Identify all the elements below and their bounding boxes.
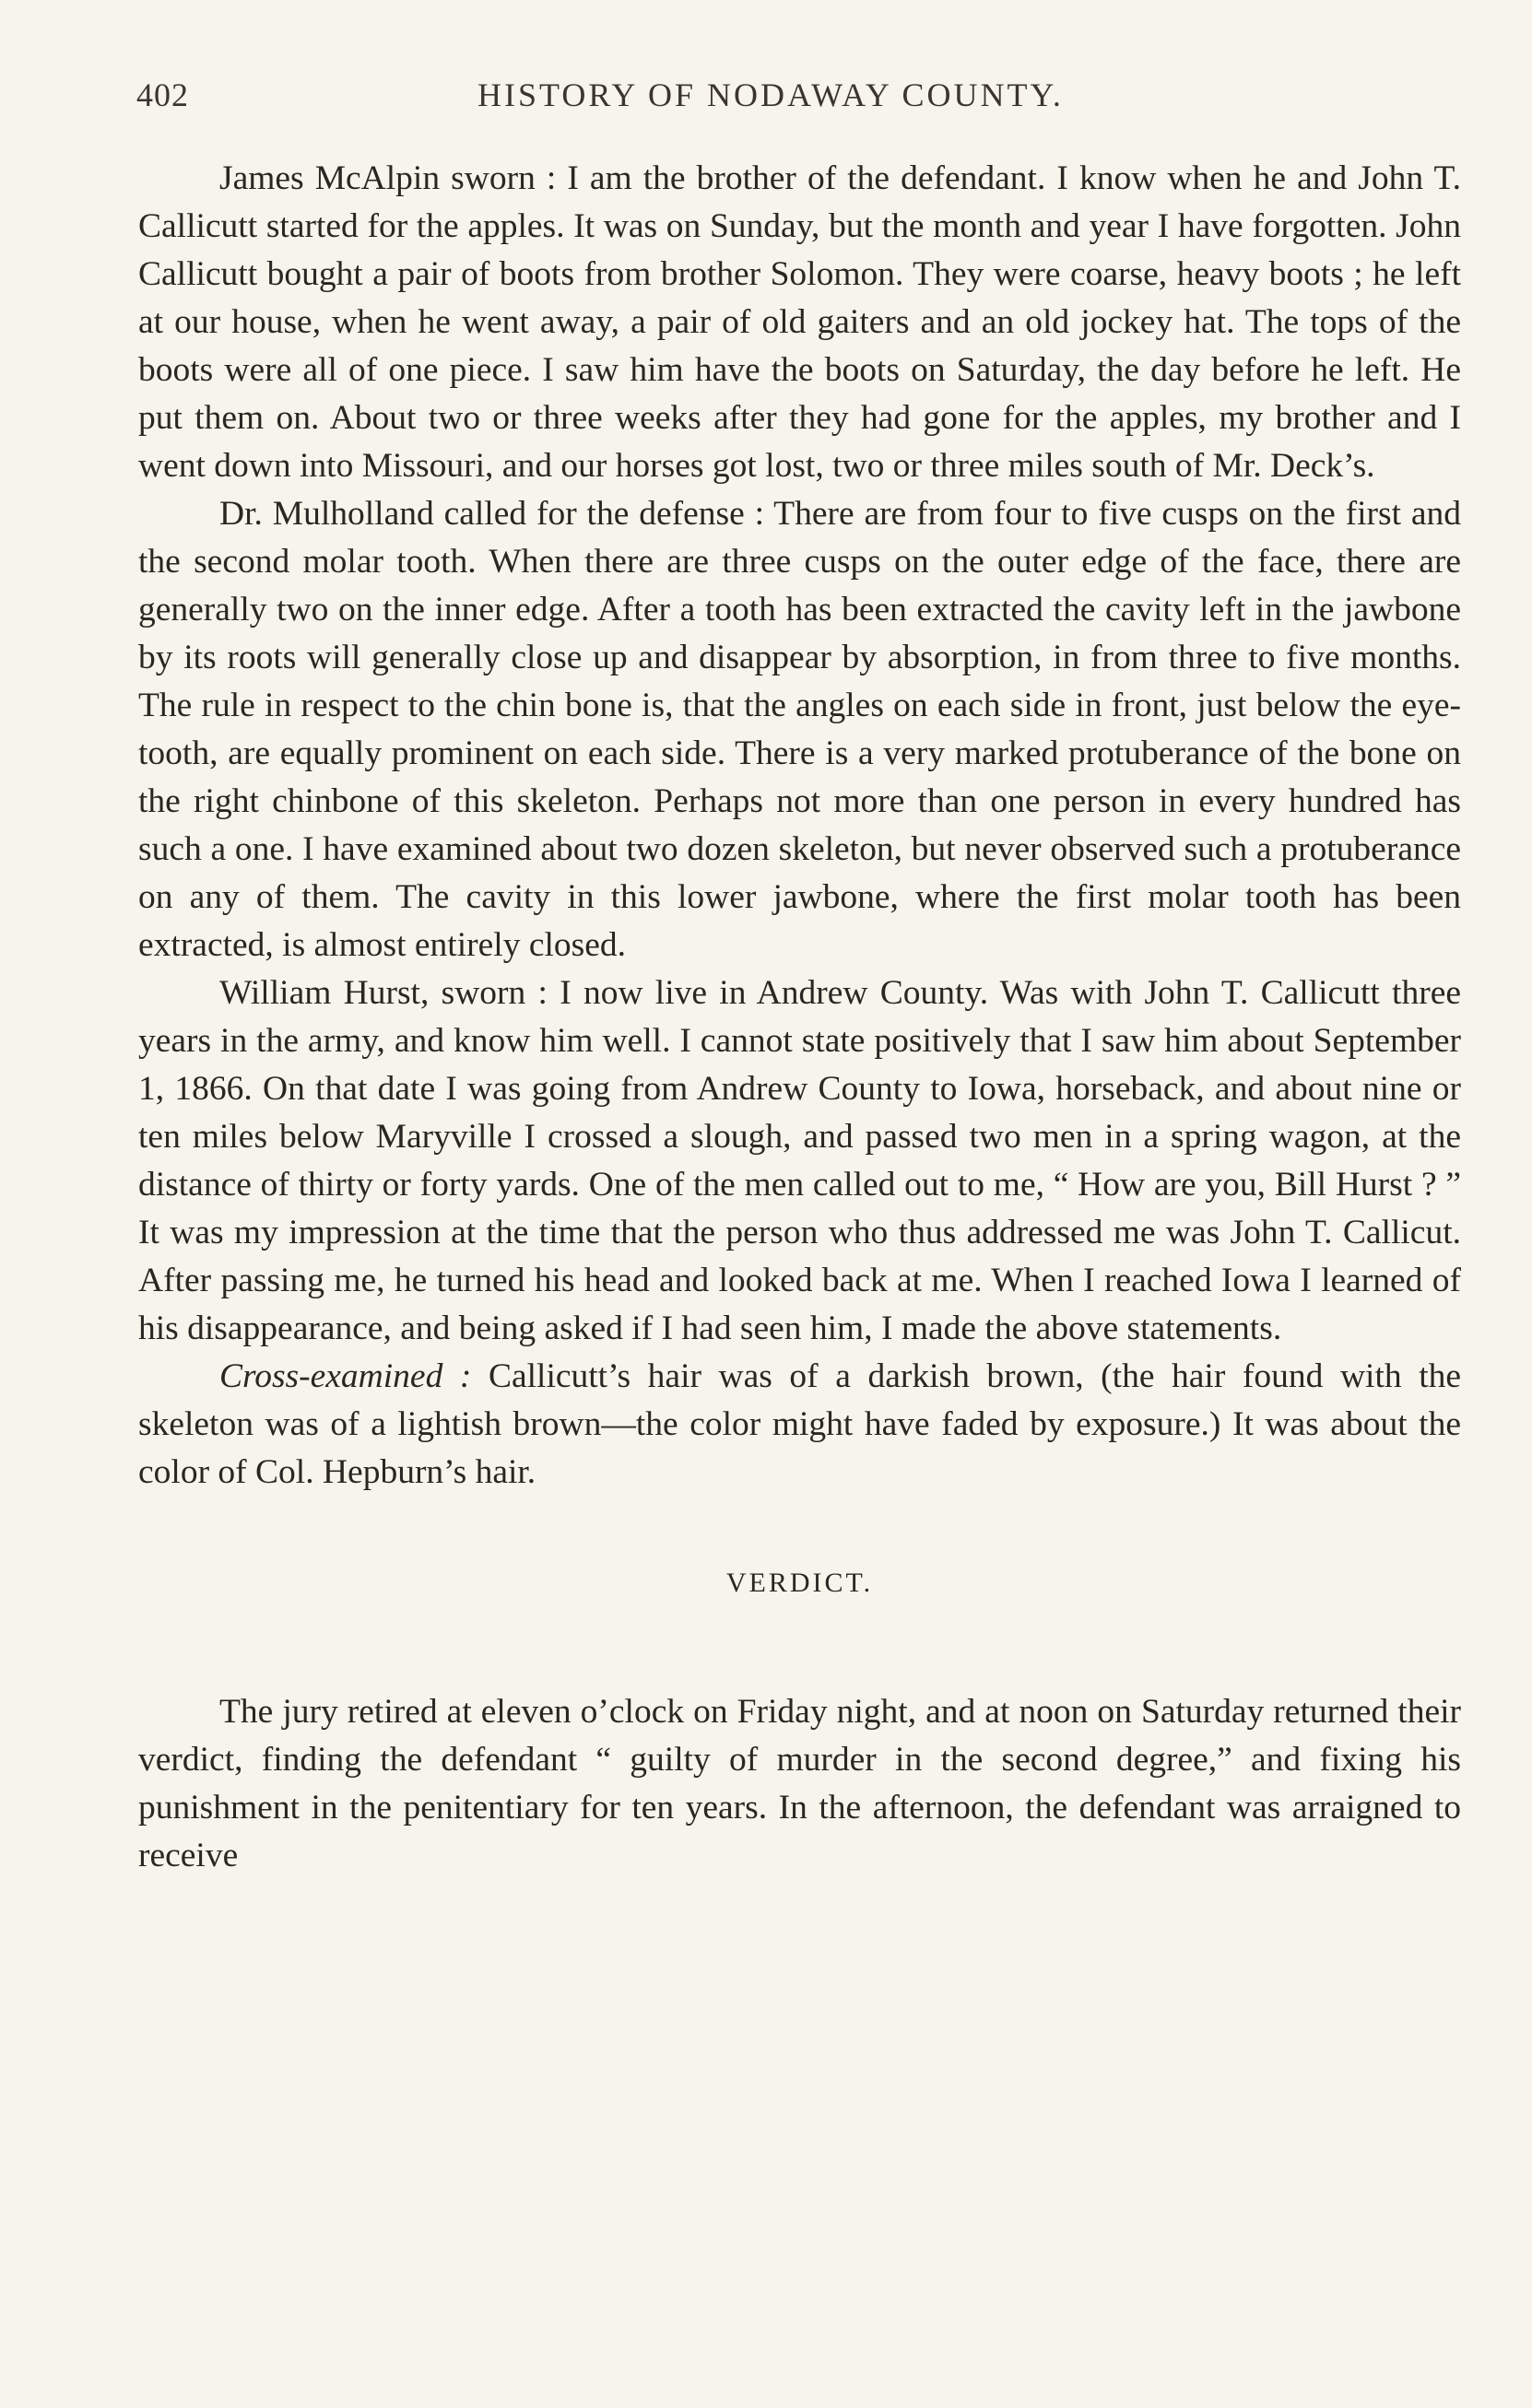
testimony-mcalpin: James McAlpin sworn : I am the brother of the defendant. I know when he and John T. Callicutt started for the apples. It was on Sunday, but the month and year I have forgotten. John Callicutt bought a pair of boots from brother Solomon. They were coarse, heavy boots ; he left at our house, when he went away, a pair of old gaiters and an old jockey hat. The tops of the boots were all of one piece. I saw him have the boots on Saturday, the day before he left. He put them on. About two or three weeks after they had gone for the apples, my brother and I went down into Missouri, and our horses got lost, two or three miles south of Mr. Deck’s.	[138, 159, 1461, 485]
cross-examination	[138, 1353, 1461, 1497]
verdict-paragraph: The jury retired at eleven o’clock on Friday night, and at noon on Saturday returned their verdict, finding the defendant “ guilty of murder in the second degree,” and fixing his punishment in the penitentiary for ten years. In the afternoon, the defendant was arraigned to receive	[138, 1693, 1461, 1874]
testimony-hurst: William Hurst, sworn : I now live in Andrew County. Was with John T. Callicutt three years in the army, and know him well. I cannot state positively that I saw him about September 1, 1866. On that date I was going from Andrew County to Iowa, horseback, and about nine or ten miles below Maryville I crossed a slough, and passed two men in a spring wagon, at the distance of thirty or forty yards. One of the men called out to me, “ How are you, Bill Hurst ? ” It was my impression at the time that the person who thus addressed me was John T. Callicut. After passing me, he turned his head and looked back at me. When I reached Iowa I learned of his disappearance, and being asked if I had seen him, I made the above statements.	[138, 974, 1461, 1347]
page-number: 402	[136, 76, 189, 113]
page-header	[136, 76, 1464, 131]
testimony-mulholland: Dr. Mulholland called for the defense : There are from four to five cusps on the first and the second molar tooth. When there are three cusps on the outer edge of the face, there are generally two on the inner edge. After a tooth has been extracted the cavity left in the jawbone by its roots will generally close up and disappear by absorption, in from three to five months. The rule in respect to the chin bone is, that the angles on each side in front, just below the eye-tooth, are equally prominent on each side. There is a very marked protuberance of the bone on the right chinbone of this skeleton. Perhaps not more than one person in every hundred has such a one. I have examined about two dozen skeleton, but never observed such a protuberance on any of them. The cavity in this lower jawbone, where the first molar tooth has been extracted, is almost entirely closed.	[138, 495, 1461, 964]
verdict-heading: VERDICT.	[725, 1568, 874, 1598]
cross-examined-text: Callicutt’s hair was of a darkish brown, (the hair found with the skeleton was of a lightish brown—the color might have faded by exposure.) It was about the color of Col. Hepburn’s hair.	[138, 1357, 1462, 1491]
cross-examined-label: Cross-examined :	[219, 1357, 472, 1395]
body-text	[138, 155, 1461, 1880]
running-title: HISTORY OF NODAWAY COUNTY.	[477, 76, 1064, 113]
